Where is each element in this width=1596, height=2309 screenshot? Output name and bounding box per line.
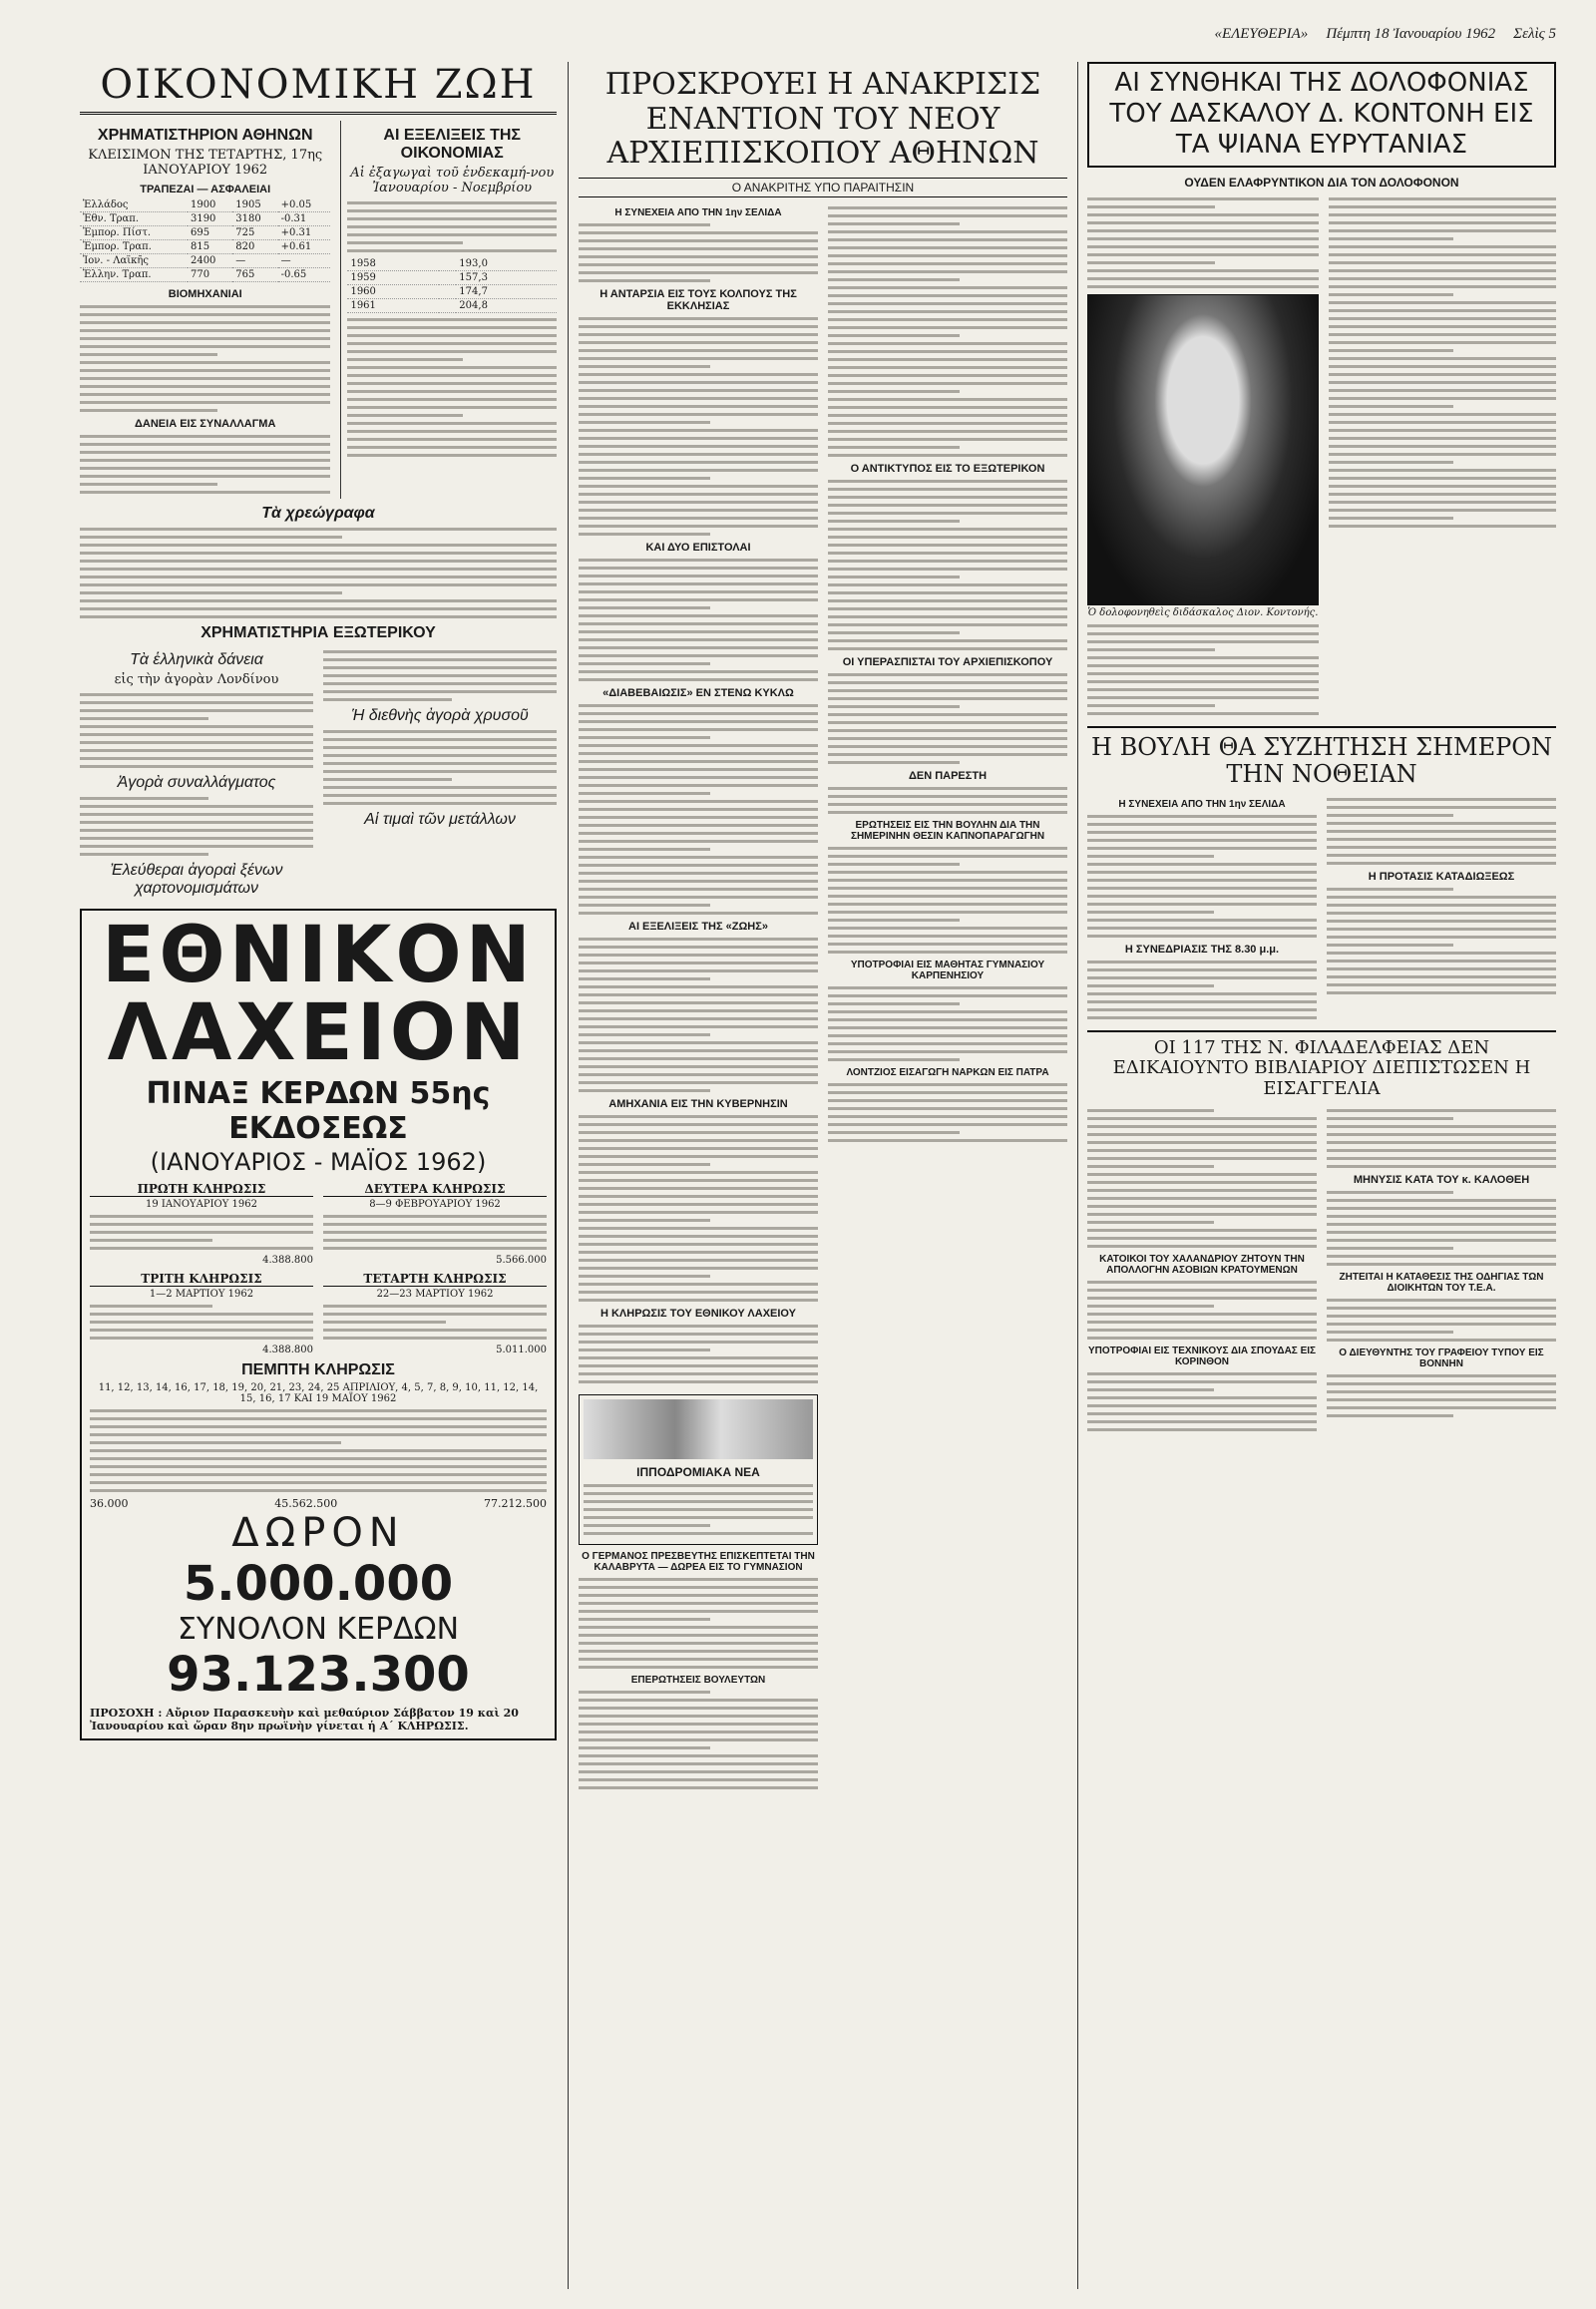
article-text bbox=[1087, 1281, 1317, 1340]
table-cell: 1900 bbox=[188, 198, 232, 212]
fifth-draw-dates: 11, 12, 13, 14, 16, 17, 18, 19, 20, 21, 23, 24, 25 ΑΠΡΙΛΙΟΥ, 4, 5, 7, 8, 9, 10, 11, 12, 14, 15, 16, 17 ΚΑΙ 19 ΜΑΪΟΥ 1962 bbox=[98, 1382, 539, 1404]
banks-heading: ΤΡΑΠΕΖΑΙ — ΑΣΦΑΛΕΙΑΙ bbox=[140, 184, 271, 195]
column-rule bbox=[568, 62, 569, 2289]
fifth-draw-title: ΠΕΜΠΤΗ ΚΛΗΡΩΣΙΣ bbox=[241, 1361, 395, 1378]
exports-heading: ΑΙ ΕΞΕΛΙΞΕΙΣ ΤΗΣ ΟΙΚΟΝΟΜΙΑΣ bbox=[383, 127, 522, 162]
gift-label: ΔΩΡΟΝ bbox=[231, 1510, 405, 1556]
metals-heading: Αἱ τιμαὶ τῶν μετάλλων bbox=[364, 811, 516, 828]
exchange-subtitle: ΚΛΕΙΣΙΜΟΝ ΤΗΣ ΤΕΤΑΡΤΗΣ, 17ης ΙΑΝΟΥΑΡΙΟΥ 1962 bbox=[88, 148, 323, 178]
table-cell: 174,7 bbox=[456, 285, 557, 299]
draw-date: 19 ΙΑΝΟΥΑΡΙΟΥ 1962 bbox=[146, 1199, 257, 1210]
section-heading: Η ΑΝΤΑΡΣΙΑ ΕΙΣ ΤΟΥΣ ΚΟΛΠΟΥΣ ΤΗΣ ΕΚΚΛΗΣΙΑΣ bbox=[599, 287, 797, 312]
draw-total: 4.388.800 bbox=[262, 1255, 313, 1266]
draw-name: ΤΕΤΑΡΤΗ ΚΛΗΡΩΣΙΣ bbox=[323, 1272, 547, 1287]
issue-date: Πέμπτη 18 Ἰανουαρίου 1962 bbox=[1326, 25, 1496, 42]
parliament-headline: Η ΒΟΥΛΗ ΘΑ ΣΥΖΗΤΗΣΗ ΣΗΜΕΡΟΝ ΤΗΝ ΝΟΘΕΙΑΝ bbox=[1087, 726, 1556, 789]
table-cell: +0.05 bbox=[278, 198, 331, 212]
article-text bbox=[1087, 961, 1317, 1019]
article-text bbox=[828, 206, 1067, 457]
lottery-subtitle: ΠΙΝΑΞ ΚΕΡΔΩΝ 55ης ΕΚΔΟΣΕΩΣ bbox=[146, 1076, 491, 1146]
table-row bbox=[347, 299, 557, 313]
table-cell: 1905 bbox=[232, 198, 277, 212]
table-row bbox=[347, 257, 557, 271]
table-cell: — bbox=[278, 254, 331, 268]
lottery-period: (ΙΑΝΟΥΑΡΙΟΣ - ΜΑΪΟΣ 1962) bbox=[150, 1148, 487, 1176]
article-text bbox=[579, 317, 818, 536]
draw-name: ΤΡΙΤΗ ΚΛΗΡΩΣΙΣ bbox=[90, 1272, 313, 1287]
lottery-draws-2 bbox=[90, 1272, 547, 1355]
prize-summary bbox=[90, 1510, 547, 1703]
table-cell: 204,8 bbox=[456, 299, 557, 313]
article-text bbox=[579, 1691, 818, 1789]
industries-heading: ΒΙΟΜΗΧΑΝΙΑΙ bbox=[168, 288, 242, 300]
table-cell: 1959 bbox=[347, 271, 438, 285]
article-text bbox=[828, 1083, 1067, 1142]
section-heading: Ο ΑΝΤΙΚΤΥΠΟΣ ΕΙΣ ΤΟ ΕΞΩΤΕΡΙΚΟΝ bbox=[850, 462, 1045, 475]
table-cell: 815 bbox=[188, 240, 232, 254]
table-cell: Ἑλλάδος bbox=[80, 198, 188, 212]
murder-subheadline: ΟΥΔΕΝ ΕΛΑΦΡΥΝΤΙΚΟΝ ΔΙΑ ΤΟΝ ΔΟΛΟΦΟΝΟΝ bbox=[1184, 175, 1459, 190]
draw-total: 5.566.000 bbox=[496, 1255, 547, 1266]
free-markets-heading: Ἐλεύθεραι ἀγοραὶ ξένων χαρτονομισμάτων bbox=[110, 862, 283, 897]
loans-heading: ΔΑΝΕΙΑ ΕΙΣ ΣΥΝΑΛΛΑΓΜΑ bbox=[135, 418, 276, 430]
section-heading: ΑΜΗΧΑΝΙΑ ΕΙΣ ΤΗΝ ΚΥΒΕΡΝΗΣΙΝ bbox=[608, 1097, 788, 1110]
table-cell: Ἐμπορ. Πίστ. bbox=[80, 226, 188, 240]
article-text bbox=[1327, 1191, 1556, 1266]
table-cell: 193,0 bbox=[456, 257, 557, 271]
section-heading: ΑΙ ΕΞΕΛΙΞΕΙΣ ΤΗΣ «ΖΩΗΣ» bbox=[628, 920, 768, 933]
article-text bbox=[1087, 1372, 1317, 1431]
exports-subheading: Αἱ ἐξαγωγαὶ τοῦ ἑνδεκαμή-νου Ἰανουαρίου - Νοεμβρίου bbox=[350, 166, 555, 195]
continued-note: Η ΣΥΝΕΧΕΙΑ ΑΠΟ ΤΗΝ 1ην ΣΕΛΙΔΑ bbox=[1118, 798, 1286, 810]
gold-text-pre bbox=[323, 650, 557, 701]
economy-column bbox=[80, 62, 557, 2289]
lottery-title: ΕΘΝΙΚΟΝ ΛΑΧΕΙΟΝ bbox=[102, 911, 535, 1078]
draw-total: 5.011.000 bbox=[496, 1345, 547, 1355]
article-text bbox=[579, 704, 818, 915]
section-heading: ΔΕΝ ΠΑΡΕΣΤΗ bbox=[908, 769, 988, 782]
draw-rows bbox=[90, 1305, 313, 1340]
table-cell: Ἑλλην. Τραπ. bbox=[80, 268, 188, 282]
draw-date: 8—9 ΦΕΒΡΟΥΑΡΙΟΥ 1962 bbox=[369, 1199, 501, 1210]
article-text bbox=[1327, 1109, 1556, 1168]
article-text bbox=[579, 223, 818, 282]
question-heading: ΕΡΩΤΗΣΕΙΣ ΕΙΣ ΤΗΝ ΒΟΥΛΗΝ ΔΙΑ ΤΗΝ ΣΗΜΕΡΙΝΗΝ ΘΕΣΙΝ ΚΑΠΝΟΠΑΡΑΓΩΓΗΝ bbox=[850, 819, 1045, 842]
paper-name: «ΕΛΕΥΘΕΡΙΑ» bbox=[1214, 25, 1309, 42]
table-cell: 765 bbox=[232, 268, 277, 282]
gold-heading: Ἡ διεθνὴς ἀγορὰ χρυσοῦ bbox=[351, 707, 529, 724]
table-cell: 820 bbox=[232, 240, 277, 254]
scholarships-heading: ΥΠΟΤΡΟΦΙΑΙ ΕΙΣ ΤΕΧΝΙΚΟΥΣ ΔΙΑ ΣΠΟΥΔΑΣ ΕΙΣ ΚΟΡΙΝΘΟΝ bbox=[1087, 1345, 1317, 1367]
exports-text bbox=[347, 201, 557, 252]
section-heading: ΟΙ ΥΠΕΡΑΣΠΙΣΤΑΙ ΤΟΥ ΑΡΧΙΕΠΙΣΚΟΠΟΥ bbox=[842, 655, 1053, 668]
table-row bbox=[80, 198, 330, 212]
table-cell: 770 bbox=[188, 268, 232, 282]
table-row bbox=[80, 226, 330, 240]
draw-name: ΔΕΥΤΕΡΑ ΚΛΗΡΩΣΙΣ bbox=[323, 1182, 547, 1197]
article-text bbox=[1329, 197, 1556, 528]
national-lottery-ad bbox=[80, 909, 557, 1740]
main-headline: ΠΡΟΣΚΡΟΥΕΙ Η ΑΝΑΚΡΙΣΙΣ ΕΝΑΝΤΙΟΝ ΤΟΥ ΝΕΟΥ ΑΡΧΙΕΠΙΣΚΟΠΟΥ ΑΘΗΝΩΝ bbox=[604, 67, 1041, 171]
loans-listing bbox=[80, 435, 330, 494]
article-text bbox=[1087, 815, 1317, 938]
table-cell: 3190 bbox=[188, 212, 232, 226]
archbishop-column bbox=[579, 62, 1067, 2289]
fifth-total: 45.562.500 bbox=[274, 1497, 338, 1510]
exchange-title: ΧΡΗΜΑΤΙΣΤΗΡΙΟΝ ΑΘΗΝΩΝ bbox=[97, 127, 313, 144]
residents-heading: ΚΑΤΟΙΚΟΙ ΤΟΥ ΧΑΛΑΝΔΡΙΟΥ ΖΗΤΟΥΝ ΤΗΝ ΑΠΟΛΛΟΓΗΝ ΑΣΟΒΙΩΝ ΚΡΑΤΟΥΜΕΝΩΝ bbox=[1099, 1253, 1305, 1276]
article-text bbox=[828, 847, 1067, 954]
table-cell: 725 bbox=[232, 226, 277, 240]
table-cell bbox=[439, 299, 456, 313]
table-row bbox=[347, 285, 557, 299]
article-text bbox=[579, 1115, 818, 1302]
table-row bbox=[80, 240, 330, 254]
complaint-heading: ΜΗΝΥΣΙΣ ΚΑΤΑ ΤΟΥ κ. ΚΑΛΟΘΕΗ bbox=[1353, 1173, 1530, 1186]
column-rule bbox=[1077, 62, 1078, 2289]
gold-text bbox=[323, 730, 557, 805]
draw-name: ΠΡΩΤΗ ΚΛΗΡΩΣΙΣ bbox=[90, 1182, 313, 1197]
bonds-text bbox=[80, 528, 557, 618]
session-heading: Η ΣΥΝΕΔΡΙΑΣΙΣ ΤΗΣ 8.30 μ.μ. bbox=[1124, 943, 1280, 956]
fifth-draw-rows bbox=[90, 1409, 547, 1492]
section-heading: Η ΚΛΗΡΩΣΙΣ ΤΟΥ ΕΘΝΙΚΟΥ ΛΑΧΕΙΟΥ bbox=[599, 1307, 797, 1320]
article-text bbox=[828, 480, 1067, 650]
article-text bbox=[1087, 624, 1319, 715]
racehorse-illustration bbox=[584, 1399, 813, 1459]
booklet-headline: ΟΙ 117 ΤΗΣ Ν. ΦΙΛΑΔΕΛΦΕΙΑΣ ΔΕΝ ΕΔΙΚΑΙΟΥΝΤΟ ΒΙΒΛΙΑΡΙΟΥ ΔΙΕΠΙΣΤΩΣΕΝ Η ΕΙΣΑΓΓΕΛΙΑ bbox=[1087, 1030, 1556, 1100]
table-cell: -0.31 bbox=[278, 212, 331, 226]
insurance-heading: ΖΗΤΕΙΤΑΙ Η ΚΑΤΑΘΕΣΙΣ ΤΗΣ ΟΔΗΓΙΑΣ ΤΩΝ ΔΙΟΙΚΗΤΩΝ ΤΟΥ Τ.Ε.Α. bbox=[1339, 1271, 1544, 1294]
banks-table bbox=[80, 198, 330, 282]
draw-rows bbox=[323, 1305, 547, 1340]
section-heading: «ΔΙΑΒΕΒΑΙΩΣΙΣ» ΕΝ ΣΤΕΝΩ ΚΥΚΛΩ bbox=[602, 686, 794, 699]
article-text bbox=[1327, 1299, 1556, 1342]
lottery-notice: ΠΡΟΣΟΧΗ : Αὔριον Παρασκευὴν καὶ μεθαύριον Σάββατον 19 καὶ 20 Ἰανουαρίου καὶ ὥραν 8ην πρωϊνὴν γίνεται ἡ Α΄ ΚΛΗΡΩΣΙΣ. bbox=[90, 1707, 519, 1732]
table-cell: 2400 bbox=[188, 254, 232, 268]
draw-rows bbox=[90, 1215, 313, 1250]
table-cell: 1960 bbox=[347, 285, 438, 299]
gift-amount: 5.000.000 bbox=[183, 1556, 454, 1612]
protest-heading: Η ΠΡΟΤΑΣΙΣ ΚΑΤΑΔΙΩΞΕΩΣ bbox=[1368, 870, 1515, 883]
teacher-portrait bbox=[1087, 294, 1319, 605]
grand-tickets: 36.000 bbox=[90, 1497, 129, 1510]
london-text bbox=[80, 693, 313, 768]
bonds-heading: Τὰ χρεώγραφα bbox=[261, 505, 375, 522]
article-text bbox=[579, 1578, 818, 1669]
article-text bbox=[579, 938, 818, 1092]
racing-text bbox=[584, 1484, 813, 1535]
table-row bbox=[80, 212, 330, 226]
exports-text-2 bbox=[347, 318, 557, 457]
exports-table bbox=[347, 257, 557, 313]
fx-text bbox=[80, 797, 313, 856]
section-heading: ΚΑΙ ΔΥΟ ΕΠΙΣΤΟΛΑΙ bbox=[645, 541, 751, 554]
murder-column bbox=[1087, 62, 1556, 2289]
table-cell: +0.31 bbox=[278, 226, 331, 240]
table-cell: Ἐθν. Τραπ. bbox=[80, 212, 188, 226]
gymnasium-heading: Ο ΓΕΡΜΑΝΟΣ ΠΡΕΣΒΕΥΤΗΣ ΕΠΙΣΚΕΠΤΕΤΑΙ ΤΗΝ ΚΑΛΑΒΡΥΤΑ — ΔΩΡΕΑ ΕΙΣ ΤΟ ΓΥΜΝΑΣΙΟΝ bbox=[582, 1550, 815, 1573]
article-text bbox=[1087, 197, 1319, 288]
table-cell: 1961 bbox=[347, 299, 438, 313]
article-text bbox=[828, 787, 1067, 814]
table-cell: Ἐμπορ. Τραπ. bbox=[80, 240, 188, 254]
draw-date: 22—23 ΜΑΡΤΙΟΥ 1962 bbox=[376, 1289, 494, 1300]
mps-heading: ΕΠΕΡΩΤΗΣΕΙΣ ΒΟΥΛΕΥΤΩΝ bbox=[630, 1674, 766, 1686]
article-text bbox=[579, 559, 818, 681]
table-row bbox=[347, 271, 557, 285]
page-number: Σελὶς 5 bbox=[1513, 25, 1556, 42]
table-row bbox=[80, 254, 330, 268]
foreign-exchanges-heading: ΧΡΗΜΑΤΙΣΤΗΡΙΑ ΕΞΩΤΕΡΙΚΟΥ bbox=[200, 624, 436, 641]
article-text bbox=[1327, 888, 1556, 994]
press-heading: Ο ΔΙΕΥΘΥΝΤΗΣ ΤΟΥ ΓΡΑΦΕΙΟΥ ΤΥΠΟΥ ΕΙΣ ΒΟΝΝΗΝ bbox=[1339, 1347, 1544, 1369]
ports-heading: ΛΟΝΤΖΙΟΣ ΕΙΣΑΓΩΓΗ ΝΑΡΚΩΝ ΕΙΣ ΠΑΤΡΑ bbox=[846, 1066, 1049, 1078]
table-cell: — bbox=[232, 254, 277, 268]
students-heading: ΥΠΟΤΡΟΦΙΑΙ ΕΙΣ ΜΑΘΗΤΑΣ ΓΥΜΝΑΣΙΟΥ ΚΑΡΠΕΝΗΣΙΟΥ bbox=[850, 959, 1045, 981]
table-cell: 157,3 bbox=[456, 271, 557, 285]
draw-total: 4.388.800 bbox=[262, 1345, 313, 1355]
article-text bbox=[1327, 798, 1556, 865]
page-header bbox=[80, 22, 1556, 46]
total-label: ΣΥΝΟΛΟΝ ΚΕΡΔΩΝ bbox=[177, 1612, 460, 1647]
article-text bbox=[579, 1325, 818, 1383]
stock-listing bbox=[80, 305, 330, 412]
table-cell: 3180 bbox=[232, 212, 277, 226]
section-title: ΟΙΚΟΝΟΜΙΚΗ ΖΩΗ bbox=[80, 62, 557, 115]
article-text bbox=[1327, 1374, 1556, 1417]
table-cell: Ἰον. - Λαϊκῆς bbox=[80, 254, 188, 268]
greek-loans-heading: Τὰ ἑλληνικὰ δάνεια bbox=[130, 651, 263, 668]
table-cell: -0.65 bbox=[278, 268, 331, 282]
murder-headline: ΑΙ ΣΥΝΘΗΚΑΙ ΤΗΣ ΔΟΛΟΦΟΝΙΑΣ ΤΟΥ ΔΑΣΚΑΛΟΥ Δ. ΚΟΝΤΟΝΗ ΕΙΣ ΤΑ ΨΙΑΝΑ ΕΥΡΥΤΑΝΙΑΣ bbox=[1087, 62, 1556, 168]
draw-rows bbox=[323, 1215, 547, 1250]
lottery-draws-1 bbox=[90, 1182, 547, 1266]
racing-news-box bbox=[579, 1394, 818, 1545]
table-cell bbox=[439, 285, 456, 299]
draw-date: 1—2 ΜΑΡΤΙΟΥ 1962 bbox=[149, 1289, 254, 1300]
article-text bbox=[828, 986, 1067, 1061]
fx-heading: Ἀγορὰ συναλλάγματος bbox=[117, 774, 276, 791]
table-cell bbox=[439, 271, 456, 285]
racing-heading: ΙΠΠΟΔΡΟΜΙΑΚΑ ΝΕΑ bbox=[636, 1464, 760, 1479]
main-subheadline: Ο ΑΝΑΚΡΙΤΗΣ ΥΠΟ ΠΑΡΑΙΤΗΣΙΝ bbox=[579, 178, 1067, 197]
continued-note: Η ΣΥΝΕΧΕΙΑ ΑΠΟ ΤΗΝ 1ην ΣΕΛΙΔΑ bbox=[614, 206, 782, 218]
photo-caption: Ὁ δολοφονηθεὶς διδάσκαλος Διον. Κοντονής. bbox=[1087, 606, 1319, 618]
total-amount: 93.123.300 bbox=[167, 1647, 470, 1703]
table-cell bbox=[439, 257, 456, 271]
article-text bbox=[828, 673, 1067, 764]
table-row bbox=[80, 268, 330, 282]
table-cell: +0.61 bbox=[278, 240, 331, 254]
article-text bbox=[1087, 1109, 1317, 1248]
table-cell: 1958 bbox=[347, 257, 438, 271]
london-heading: εἰς τὴν ἀγορὰν Λονδίνου bbox=[114, 672, 279, 687]
grand-total: 77.212.500 bbox=[484, 1497, 547, 1510]
table-cell: 695 bbox=[188, 226, 232, 240]
